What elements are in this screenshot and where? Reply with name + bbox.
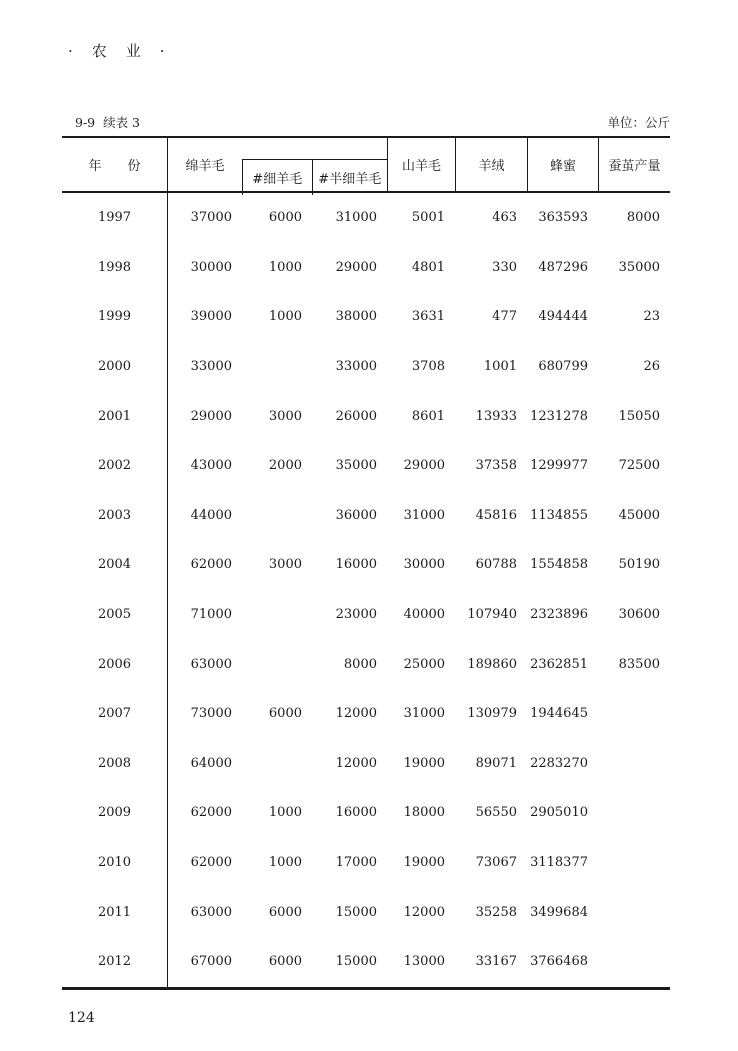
value-cell: 45000 [618,507,660,523]
table-row [62,391,670,441]
value-cell: 1001 [483,359,517,375]
year-cell: 2006 [62,639,168,689]
value-cell: 3000 [268,557,302,573]
value-cell: 463 [492,210,517,226]
table-row [62,788,670,838]
table-row [62,590,670,640]
value-cell [598,788,670,838]
value-cell: 6000 [268,210,302,226]
value-cell: 56550 [475,805,517,821]
value-cell: 33167 [475,954,517,970]
header-sheep-wool: 绵羊毛 [185,159,225,174]
value-cell: 44000 [190,507,232,523]
value-cell: 680799 [538,359,588,375]
value-cell: 3499684 [530,904,588,920]
year-cell: 2000 [62,342,168,392]
value-cell: 13000 [403,954,445,970]
value-cell: 2283270 [530,755,588,771]
value-cell: 62000 [190,805,232,821]
value-cell: 63000 [190,656,232,672]
table-row [62,739,670,789]
header-semi-fine-wool: #半细羊毛 [318,172,382,187]
table-row [62,441,670,491]
value-cell: 89071 [475,755,517,771]
value-cell: 67000 [190,954,232,970]
year-cell: 2009 [62,788,168,838]
value-cell [598,838,670,888]
value-cell: 2905010 [530,805,588,821]
header-fine-wool: #细羊毛 [243,160,313,195]
value-cell: 38000 [335,309,377,325]
value-cell: 29000 [335,259,377,275]
value-cell: 64000 [190,755,232,771]
value-cell [242,639,312,689]
value-cell: 73067 [475,855,517,871]
table-row [62,838,670,888]
value-cell: 6000 [268,706,302,722]
value-cell: 83500 [618,656,660,672]
value-cell [242,590,312,640]
value-cell [598,937,670,987]
value-cell: 72500 [618,458,660,474]
year-cell: 1999 [62,292,168,342]
value-cell: 62000 [190,557,232,573]
value-cell: 3631 [411,309,445,325]
table-body [62,193,670,990]
table-row [62,193,670,243]
page-number: 124 [68,1010,95,1026]
value-cell [598,739,670,789]
value-cell: 73000 [190,706,232,722]
value-cell: 36000 [335,507,377,523]
header-cocoon-output: 蚕茧产量 [598,138,670,191]
value-cell: 40000 [403,607,445,623]
value-cell: 1134855 [530,507,588,523]
value-cell: 477 [492,309,517,325]
value-cell: 2000 [268,458,302,474]
value-cell: 23000 [335,607,377,623]
table-row [62,540,670,590]
value-cell: 30000 [190,259,232,275]
value-cell: 130979 [467,706,517,722]
table-row [62,243,670,293]
value-cell: 62000 [190,855,232,871]
year-cell: 2010 [62,838,168,888]
value-cell: 17000 [335,855,377,871]
statistics-table [62,136,670,990]
table-caption-row [62,113,670,131]
year-cell: 2001 [62,391,168,441]
value-cell [598,689,670,739]
value-cell [242,739,312,789]
value-cell [242,491,312,541]
value-cell: 494444 [538,309,588,325]
table-row [62,292,670,342]
value-cell: 35000 [335,458,377,474]
year-cell: 2012 [62,937,168,987]
value-cell: 1000 [268,309,302,325]
value-cell: 8000 [626,210,660,226]
value-cell: 2362851 [530,656,588,672]
value-cell: 25000 [403,656,445,672]
header-goat-hair: 山羊毛 [387,138,455,191]
year-cell: 2004 [62,540,168,590]
value-cell: 19000 [403,755,445,771]
value-cell: 1000 [268,805,302,821]
table-row [62,937,670,987]
value-cell: 33000 [190,359,232,375]
value-cell: 71000 [190,607,232,623]
section-header: · 农 业 · [68,42,167,60]
value-cell: 30600 [618,607,660,623]
value-cell [242,342,312,392]
year-cell: 2011 [62,887,168,937]
header-honey: 蜂蜜 [527,138,598,191]
header-cashmere: 羊绒 [455,138,527,191]
value-cell: 29000 [190,408,232,424]
value-cell: 45816 [475,507,517,523]
value-cell: 16000 [335,557,377,573]
value-cell: 1000 [268,855,302,871]
unit-label: 单位：公斤 [607,115,670,130]
value-cell: 37000 [190,210,232,226]
year-cell: 2003 [62,491,168,541]
value-cell: 18000 [403,805,445,821]
value-cell: 23 [643,309,660,325]
value-cell: 487296 [538,259,588,275]
value-cell: 26 [643,359,660,375]
value-cell: 39000 [190,309,232,325]
value-cell: 2323896 [530,607,588,623]
value-cell: 12000 [335,755,377,771]
year-cell: 1997 [62,193,168,243]
value-cell: 35000 [618,259,660,275]
value-cell: 3708 [411,359,445,375]
value-cell: 8000 [343,656,377,672]
table-caption: 9-9 续表 3 [75,115,141,130]
value-cell: 33000 [335,359,377,375]
value-cell: 50190 [618,557,660,573]
table-row [62,689,670,739]
value-cell: 189860 [467,656,517,672]
value-cell: 15000 [335,954,377,970]
header-year: 年 份 [62,138,168,191]
value-cell: 330 [492,259,517,275]
year-cell: 1998 [62,243,168,293]
value-cell: 13933 [475,408,517,424]
year-cell: 2008 [62,739,168,789]
value-cell: 6000 [268,904,302,920]
value-cell: 35258 [475,904,517,920]
value-cell: 3000 [268,408,302,424]
value-cell: 5001 [411,210,445,226]
value-cell: 63000 [190,904,232,920]
value-cell: 43000 [190,458,232,474]
table-row [62,491,670,541]
value-cell: 30000 [403,557,445,573]
table-row [62,342,670,392]
value-cell: 31000 [335,210,377,226]
year-cell: 2005 [62,590,168,640]
value-cell: 37358 [475,458,517,474]
year-cell: 2007 [62,689,168,739]
value-cell: 4801 [411,259,445,275]
value-cell: 19000 [403,855,445,871]
table-row [62,887,670,937]
value-cell: 3118377 [530,855,588,871]
value-cell: 363593 [538,210,588,226]
value-cell: 1000 [268,259,302,275]
value-cell: 1231278 [530,408,588,424]
value-cell: 6000 [268,954,302,970]
value-cell: 31000 [403,706,445,722]
value-cell: 15000 [335,904,377,920]
value-cell: 8601 [411,408,445,424]
value-cell: 29000 [403,458,445,474]
value-cell: 60788 [475,557,517,573]
value-cell: 16000 [335,805,377,821]
year-cell: 2002 [62,441,168,491]
table-header [62,136,670,193]
value-cell: 12000 [403,904,445,920]
value-cell: 31000 [403,507,445,523]
value-cell: 12000 [335,706,377,722]
value-cell [598,887,670,937]
value-cell: 1299977 [530,458,588,474]
header-subgroup [242,159,387,195]
table-row [62,639,670,689]
value-cell: 107940 [467,607,517,623]
value-cell: 1944645 [530,706,588,722]
value-cell: 3766468 [530,954,588,970]
value-cell: 26000 [335,408,377,424]
value-cell: 15050 [618,408,660,424]
value-cell: 1554858 [530,557,588,573]
